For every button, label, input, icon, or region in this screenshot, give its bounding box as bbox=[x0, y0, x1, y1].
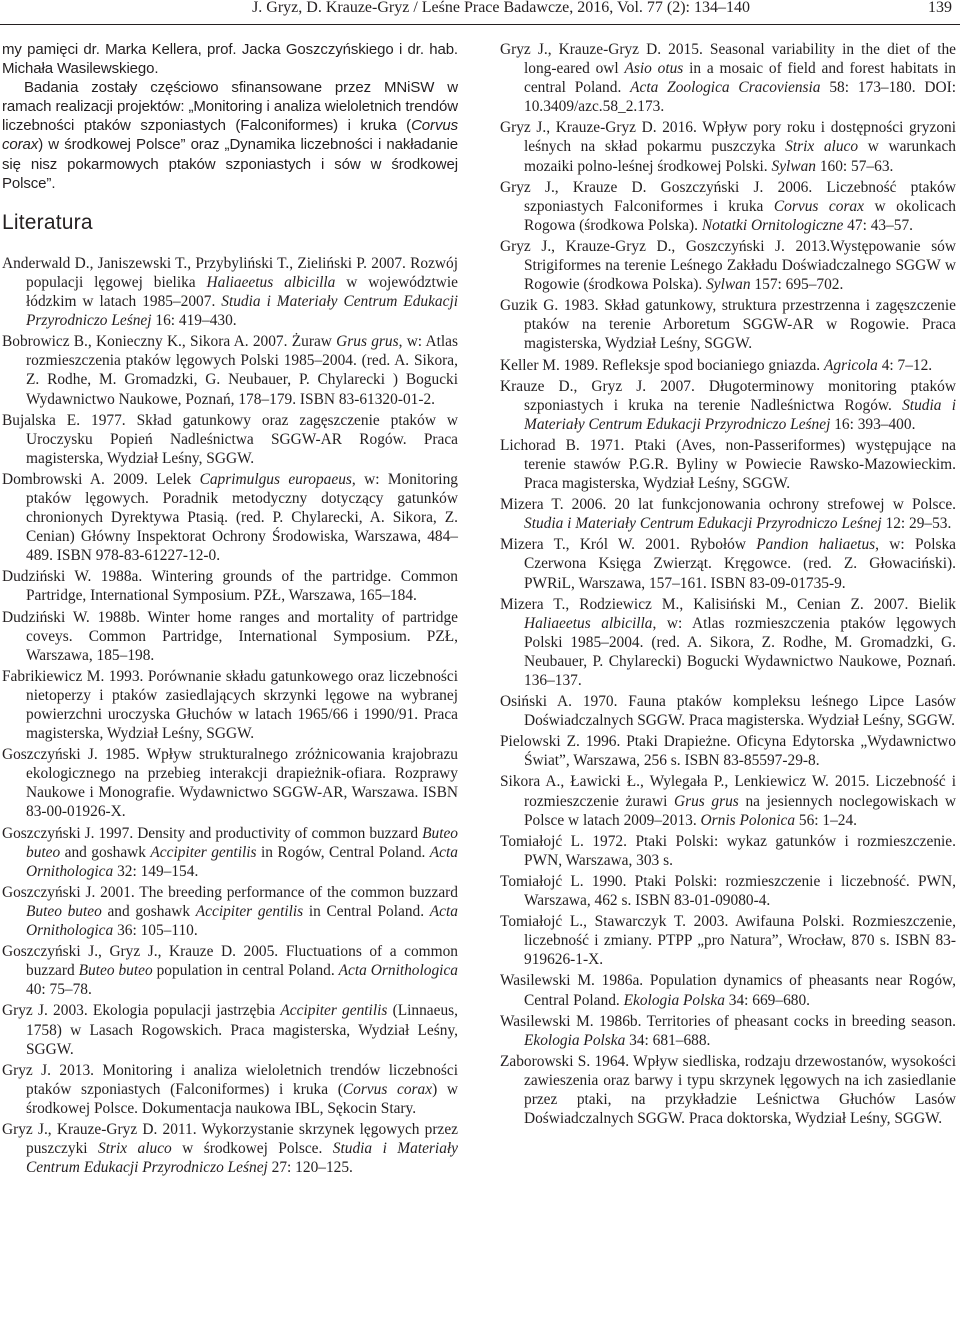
reference-text-segment: Keller M. 1989. Refleksje spod bocianiego gniazda. bbox=[500, 356, 824, 374]
running-title: J. Gryz, D. Krauze-Gryz / Leśne Prace Badawcze, 2016, Vol. 77 (2): 134–140 bbox=[252, 0, 750, 16]
reference-list-right bbox=[500, 40, 956, 1128]
reference-text-segment: w warunkach mozaiki polno-leśnej środkowej Polski. bbox=[524, 138, 956, 175]
reference-text-segment: Goszczyński J. 1985. Wpływ strukturalnego zróżnicowania krajobrazu ekologicznego na przebieg interakcji drapieżnik-ofiara. Rozprawy Naukowe i Monografie. Wydawnictwo SGGW-AR, Warszawa. ISBN 83-00-01926-X. bbox=[2, 746, 458, 821]
reference-entry bbox=[2, 567, 458, 605]
reference-text-segment: , w: Polska Czerwona Księga Zwierząt. Kręgowce. (red. Z. Głowaciński). PWRiL, Warszawa, 157–161. ISBN 83-09-01735-9. bbox=[524, 536, 957, 592]
reference-italic-segment: Ornis Polonica bbox=[700, 811, 796, 829]
reference-entry bbox=[500, 692, 956, 730]
reference-entry bbox=[500, 872, 956, 910]
reference-entry bbox=[500, 178, 956, 235]
reference-italic-segment: Acta Ornithologica bbox=[26, 843, 458, 880]
reference-entry bbox=[2, 470, 458, 565]
reference-text-segment: Anderwald D., Janiszewski T., Przybyliński T., Zieliński P. 2007. Rozwój populacji lęgowej bielika bbox=[2, 254, 458, 291]
reference-text-segment: Tomiałojć L. 1990. Ptaki Polski: rozmieszczenie i liczebność. PWN, Warszawa, 462 s. ISBN 83-01-09080-4. bbox=[500, 872, 956, 910]
reference-text-segment: , w: Atlas rozmieszczenia ptaków lęgowych Polski 1985–2004. (red. A. Sikora, Z. Rodhe, M. Gromadzki, G. Neubauer, P. Chylarecki ) Bogucki Wydawnictwo Naukowe, Poznań, 178–179. ISBN 83-61320-01-2. bbox=[26, 333, 458, 408]
left-column bbox=[2, 40, 458, 1179]
reference-text-segment: Gryz J., Krauze-Gryz D. 2011. Wykorzystanie skrzynek lęgowych przez puszczyki bbox=[2, 1120, 458, 1158]
reference-italic-segment: Ekologia Polska bbox=[524, 1031, 626, 1049]
reference-text-segment: Gryz J., Krauze-Gryz D. 2016. Wpływ pory roku i dostępności gryzoni leśnych na skład pokarmu puszczyka bbox=[500, 119, 956, 156]
reference-text-segment: Mizera T., Król W. 2001. Rybołów bbox=[500, 536, 757, 554]
reference-italic-segment: Grus grus bbox=[674, 792, 739, 810]
reference-text-segment: 40: 75–78. bbox=[26, 981, 92, 999]
reference-text-segment: Gryz J., Krauze-Gryz D., Goszczyński J. 2013.Występowanie sów Strigiformes na terenie Leśnego Zakładu Doświadczalnego SGGW w Rogowie (środkowa Polska). bbox=[500, 237, 956, 294]
reference-text-segment: Krauze D., Gryz J. 2007. Długoterminowy monitoring ptaków szponiastych i kruka na terenie Nadleśnictwa Rogów. bbox=[500, 377, 956, 414]
reference-italic-segment: Haliaeetus albicilla bbox=[206, 273, 336, 291]
reference-italic-segment: Notatki Ornitologiczne bbox=[701, 216, 844, 234]
running-header bbox=[0, 0, 960, 28]
reference-text-segment: Pielowski Z. 1996. Ptaki Drapieżne. Oficyna Edytorska „Wydawnictwo Świat”, Warszawa, 256 s. ISBN 83-85597-29-8. bbox=[500, 733, 956, 770]
reference-italic-segment: Acta Zoologica Cracoviensia bbox=[630, 79, 821, 97]
reference-text-segment: 56: 1–24. bbox=[795, 811, 858, 829]
reference-text-segment: 32: 149–154. bbox=[113, 862, 199, 880]
reference-italic-segment: Acta Ornithologica bbox=[26, 902, 458, 940]
reference-italic-segment: Caprimulgus europaeus bbox=[199, 470, 352, 488]
reference-text-segment: Tomiałojć L., Stawarczyk T. 2003. Awifauna Polski. Rozmieszczenie, liczebność i zmiany. PTPP „pro Natura”, Wrocław, 870 s. ISBN 83-919626-1-X. bbox=[500, 913, 956, 969]
reference-entry bbox=[500, 118, 956, 175]
reference-entry bbox=[2, 1061, 458, 1118]
reference-text-segment: Dudziński W. 1988b. Winter home ranges and mortality of partridge coveys. Common Partridge, International Symposium. PZŁ, Warszawa, 185–198. bbox=[2, 608, 458, 664]
reference-text-segment: 58: 173–180. DOI: 10.3409/azc.58_2.173. bbox=[524, 79, 957, 116]
reference-italic-segment: Acta Ornithologica bbox=[338, 962, 458, 980]
reference-italic-segment: Sylwan bbox=[706, 276, 751, 294]
reference-italic-segment: Studia i Materiały Centrum Edukacji Przyrodniczo Leśnej bbox=[26, 293, 458, 330]
reference-entry bbox=[2, 608, 458, 665]
reference-text-segment: and goshawk bbox=[101, 902, 196, 920]
reference-entry bbox=[500, 595, 956, 690]
reference-text-segment: 160: 57–63. bbox=[815, 157, 894, 175]
reference-text-segment: Goszczyński J., Gryz J., Krauze D. 2005. Fluctuations of a common buzzard bbox=[2, 943, 458, 980]
reference-italic-segment: Haliaeetus albicilla bbox=[524, 614, 653, 632]
reference-text-segment: Bobrowicz B., Konieczny K., Sikora A. 2007. Żuraw bbox=[2, 333, 337, 351]
reference-text-segment: Mizera T., Rodziewicz M., Kalisiński M., Cenian Z. 2007. Bielik bbox=[500, 595, 956, 613]
reference-entry bbox=[500, 772, 956, 829]
reference-text-segment: Mizera T. 2006. 20 lat funkcjonowania ochrony strefowej w Polsce. bbox=[500, 496, 956, 514]
reference-italic-segment: Corvus corax bbox=[773, 197, 864, 215]
reference-italic-segment: Asio otus bbox=[624, 60, 684, 78]
funding-paragraph: Badania zostały częściowo sfinansowane przez MNiSW w ramach realizacji projektów: „Monitoring i analiza wieloletnich trendów liczebności ptaków szponiastych (Falconiformes) i kruka (Corvus corax) w środkowej Polsce” oraz „Dynamika liczebności i nakładanie się nisz pokarmowych ptaków szponiastych i sów w środkowej Polsce”. bbox=[2, 79, 458, 192]
reference-entry bbox=[2, 942, 458, 999]
reference-text-segment: Gryz J., Krauze-Gryz D. 2015. Seasonal variability in the diet of the long-eared owl bbox=[500, 41, 956, 78]
reference-text-segment: Dudziński W. 1988a. Wintering grounds of the partridge. Common Partridge, International Symposium. PZŁ, Warszawa, 165–184. bbox=[2, 568, 458, 605]
reference-text-segment: 34: 681–688. bbox=[625, 1031, 711, 1049]
reference-text-segment: Fabrikiewicz M. 1993. Porównanie składu gatunkowego oraz liczebności nietoperzy i ptaków zasiedlających skrzynki lęgowe na wybranej powierzchni uroczyska Głuchów w latach 1965/66 i 1990/91. Praca magisterska, Wydział Leśny, SGGW. bbox=[2, 667, 458, 743]
reference-text-segment: in Rogów, Central Poland. bbox=[256, 843, 430, 861]
reference-text-segment: w środkowej Polsce. bbox=[171, 1140, 333, 1158]
reference-text-segment: Lichorad B. 1971. Ptaki (Aves, non-Passeriformes) występujące na terenie stawów P.G.R. Byliny w Powiecie Rawsko-Mazowieckim. Praca magisterska, Wydział Leśny, SGGW. bbox=[500, 436, 956, 493]
reference-text-segment: Sikora A., Ławicki Ł., Wylegała P., Lenkiewicz W. 2015. Liczebność i rozmieszczenie żurawi bbox=[500, 773, 956, 810]
reference-italic-segment: Strix aluco bbox=[785, 138, 859, 156]
reference-text-segment: 16: 419–430. bbox=[151, 312, 237, 330]
reference-italic-segment: Ekologia Polska bbox=[623, 991, 725, 1009]
reference-entry bbox=[500, 912, 956, 969]
reference-entry bbox=[2, 824, 458, 881]
reference-text-segment: Bujalska E. 1977. Skład gatunkowy oraz zagęszczenie ptaków w Uroczysku Popień Nadleśnictwa SGGW-AR Rogów. Praca magisterska, Wydział Leśny, SGGW. bbox=[2, 411, 458, 467]
reference-italic-segment: Accipiter gentilis bbox=[280, 1002, 388, 1020]
reference-text-segment: Goszczyński J. 2001. The breeding performance of the common buzzard bbox=[2, 883, 458, 901]
reference-entry bbox=[500, 832, 956, 870]
reference-italic-segment: Buteo buteo bbox=[26, 902, 102, 920]
reference-text-segment: Osiński A. 1970. Fauna ptaków kompleksu leśnego Lipce Lasów Doświadczalnych SGGW. Praca magisterska. Wydział Leśny, SGGW. bbox=[500, 693, 956, 730]
reference-entry bbox=[500, 535, 956, 592]
reference-text-segment: Gryz J. 2013. Monitoring i analiza wieloletnich trendów liczebności ptaków szponiastych (Falconiformes) i kruka ( bbox=[2, 1061, 458, 1098]
reference-entry bbox=[2, 411, 458, 468]
reference-entry bbox=[2, 1001, 458, 1058]
reference-italic-segment: Accipiter gentilis bbox=[195, 902, 304, 920]
reference-text-segment: 16: 393–400. bbox=[830, 415, 916, 433]
reference-entry bbox=[500, 356, 956, 375]
reference-text-segment: Gryz J. 2003. Ekologia populacji jastrzębia bbox=[2, 1002, 281, 1020]
reference-entry bbox=[2, 745, 458, 821]
reference-text-segment: in a mosaic of field and forest habitats in central Poland. bbox=[524, 60, 956, 97]
reference-text-segment: Guzik G. 1983. Skład gatunkowy, struktura przestrzenna i zagęszczenie ptaków na terenie Arboretum SGGW-AR w Rogowie. Praca magisterska, Wydział Leśny, SGGW. bbox=[500, 297, 956, 353]
reference-text-segment: w województwie łódzkim w latach 1985–2007. bbox=[26, 273, 458, 311]
reference-text-segment: 12: 29–53. bbox=[881, 515, 952, 533]
reference-entry bbox=[500, 436, 956, 493]
reference-entry bbox=[2, 667, 458, 743]
reference-text-segment: in Central Poland. bbox=[303, 902, 430, 920]
reference-italic-segment: Studia i Materiały Centrum Edukacji Przyrodniczo Leśnej bbox=[524, 396, 956, 433]
reference-entry bbox=[2, 1120, 458, 1177]
reference-text-segment: and goshawk bbox=[60, 843, 151, 861]
reference-entry bbox=[2, 883, 458, 940]
reference-italic-segment: Corvus corax bbox=[342, 1080, 433, 1098]
reference-entry bbox=[500, 495, 956, 533]
reference-list-left bbox=[2, 254, 458, 1177]
reference-text-segment: 34: 669–680. bbox=[724, 991, 810, 1009]
reference-italic-segment: Studia i Materiały Centrum Edukacji Przyrodniczo Leśnej bbox=[524, 515, 882, 533]
reference-italic-segment: Grus grus bbox=[336, 333, 399, 351]
reference-text-segment: ) w środkowej Polsce. Dokumentacja naukowa IBL, Sękocin Stary. bbox=[26, 1080, 458, 1117]
reference-text-segment: Gryz J., Krauze D. Goszczyński J. 2006. Liczebność ptaków szponiastych Falconiformes i kruka bbox=[500, 178, 956, 215]
reference-text-segment: 157: 695–702. bbox=[750, 276, 844, 294]
reference-text-segment: Dombrowski A. 2009. Lelek bbox=[2, 470, 200, 488]
reference-entry bbox=[2, 254, 458, 330]
reference-text-segment: Zaborowski S. 1964. Wpływ siedliska, rodzaju drzewostanów, wysokości zawieszenia oraz barwy i typu skrzynek lęgowych na ich zasiedlanie przez ptaki, na przykładzie Leśnictwa Głuchów Lasów Doświadczalnych SGGW. Praca doktorska, Wydział Leśny, SGGW. bbox=[500, 1052, 956, 1128]
reference-text-segment: (Linnaeus, 1758) w Lasach Rogowskich. Praca magisterska, Wydział Leśny, SGGW. bbox=[26, 1002, 458, 1058]
header-rule bbox=[0, 24, 960, 25]
section-heading: Literatura bbox=[2, 210, 93, 234]
reference-entry bbox=[500, 296, 956, 353]
reference-entry bbox=[500, 971, 956, 1009]
reference-text-segment: Goszczyński J. 1997. Density and productivity of common buzzard bbox=[2, 824, 423, 842]
reference-entry bbox=[500, 237, 956, 294]
page-number: 139 bbox=[928, 0, 952, 16]
reference-text-segment: 36: 105–110. bbox=[113, 922, 198, 940]
reference-entry bbox=[500, 1052, 956, 1128]
reference-italic-segment: Accipiter gentilis bbox=[150, 843, 257, 861]
reference-text-segment: w okolicach Rogowa (środkowa Polska). bbox=[524, 197, 956, 234]
reference-text-segment: 4: 7–12. bbox=[877, 356, 933, 374]
reference-italic-segment: Agricola bbox=[823, 356, 878, 374]
reference-italic-segment: Buteo buteo bbox=[78, 962, 153, 980]
reference-text-segment: , w: Monitoring ptaków lęgowych. Poradnik metodyczny dotyczący gatunków chronionych Dyrektywa Ptasią. (red. P. Chylarecki, A. Sikora, Z. Cenian) Główny Inspektorat Ochrony Środowiska, Warszawa, 484–489. ISBN 978-83-61227-12-0. bbox=[26, 470, 458, 565]
reference-entry bbox=[500, 40, 956, 116]
acknowledgement-paragraph: my pamięci dr. Marka Kellera, prof. Jacka Goszczyńskiego i dr. hab. Michała Wasilewskiego. bbox=[2, 41, 458, 78]
reference-text-segment: Tomiałojć L. 1972. Ptaki Polski: wykaz gatunków i rozmieszczenie. PWN, Warszawa, 303 s. bbox=[500, 832, 956, 869]
reference-italic-segment: Studia i Materiały Centrum Edukacji Przyrodniczo Leśnej bbox=[26, 1140, 459, 1177]
reference-italic-segment: Pandion haliaetus bbox=[756, 536, 876, 554]
reference-italic-segment: Sylwan bbox=[771, 157, 816, 175]
reference-text-segment: Wasilewski M. 1986a. Population dynamics of pheasants near Rogów, Central Poland. bbox=[500, 972, 956, 1009]
reference-entry bbox=[500, 1012, 956, 1050]
reference-text-segment: 27: 120–125. bbox=[267, 1159, 353, 1177]
reference-italic-segment: Strix aluco bbox=[98, 1140, 172, 1158]
reference-entry bbox=[500, 377, 956, 434]
reference-text-segment: , w: Atlas rozmieszczenia ptaków lęgowych Polski 1985–2004. (red. A. Sikora, Z. Rodhe, M. Gromadzki, G. Neubauer, P. Chylarecki) Bogucki Wydawnictwo Naukowe, Poznań. 136–137. bbox=[524, 614, 957, 689]
reference-text-segment: Wasilewski M. 1986b. Territories of pheasant cocks in breeding season. bbox=[500, 1012, 956, 1030]
reference-text-segment: na jesiennych noclegowiskach w Polsce w latach 2009–2013. bbox=[524, 792, 956, 829]
reference-entry bbox=[500, 732, 956, 770]
reference-entry bbox=[2, 332, 458, 408]
reference-text-segment: population in central Poland. bbox=[152, 962, 339, 980]
reference-italic-segment: Buteo buteo bbox=[26, 824, 458, 861]
reference-text-segment: 47: 43–57. bbox=[843, 216, 914, 234]
right-column bbox=[500, 40, 956, 1130]
